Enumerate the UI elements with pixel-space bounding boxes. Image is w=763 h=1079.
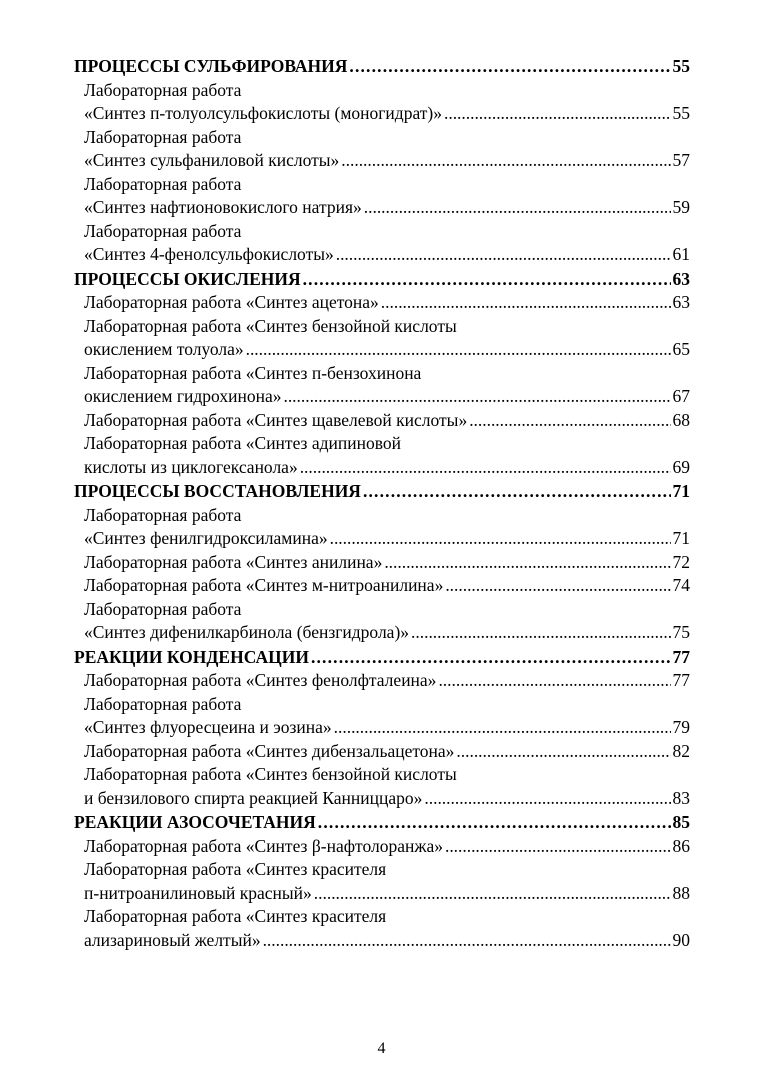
entry-text: Лабораторная работа «Синтез красителя (84, 859, 387, 879)
entry-text: Лабораторная работа (84, 220, 242, 241)
entry-page: 74 (672, 575, 690, 595)
dot-leader (330, 527, 671, 551)
entry-page: 55 (672, 103, 690, 123)
entry-text: п-нитроанилиновый красный» (84, 882, 312, 903)
section-page: 63 (672, 268, 690, 289)
toc-entry (74, 740, 690, 764)
entry-page: 65 (672, 339, 690, 359)
section-heading (74, 811, 690, 835)
page-number: 4 (377, 1040, 386, 1057)
entry-text: Лабораторная работа (84, 126, 242, 147)
toc-entry (74, 409, 690, 433)
entry-text: Лабораторная работа (84, 79, 242, 100)
section-title: ПРОЦЕССЫ ОКИСЛЕНИЯ (74, 268, 301, 289)
toc-entry (74, 693, 690, 717)
toc-entry (74, 763, 690, 787)
toc-entry (74, 362, 690, 386)
dot-leader (336, 243, 671, 267)
entry-text: Лабораторная работа (84, 173, 242, 194)
entry-text: «Синтез фенилгидроксиламина» (84, 528, 328, 548)
section-heading (74, 480, 690, 504)
entry-text: Лабораторная работа «Синтез фенолфталеина» (84, 670, 437, 690)
entry-text: «Синтез дифенилкарбинола (бензгидрола)» (84, 622, 410, 642)
entry-text: и бензилового спирта реакцией Канниццаро» (84, 787, 423, 808)
section-title: ПРОЦЕССЫ ВОССТАНОВЛЕНИЯ (74, 481, 361, 501)
toc-entry (74, 598, 690, 622)
section-title: РЕАКЦИИ КОНДЕНСАЦИИ (74, 646, 309, 667)
toc-entry (74, 102, 690, 126)
toc-entry (74, 385, 690, 409)
entry-text: Лабораторная работа «Синтез ацетона» (84, 292, 379, 312)
entry-page: 79 (672, 717, 690, 737)
toc-entry (74, 929, 690, 953)
entry-text: Лабораторная работа «Синтез β-нафтолоранжа» (84, 835, 443, 856)
dot-leader (363, 480, 671, 504)
entry-text: кислоты из циклогексанола» (84, 456, 298, 477)
toc-entry (74, 858, 690, 882)
entry-text: Лабораторная работа «Синтез адипиновой (84, 433, 401, 453)
dot-leader (311, 646, 671, 670)
toc-entry (74, 835, 690, 859)
dot-leader (263, 929, 671, 953)
entry-text: Лабораторная работа (84, 504, 242, 525)
entry-text: «Синтез нафтионовокислого натрия» (84, 197, 362, 217)
entry-text: Лабораторная работа (84, 693, 242, 714)
toc-entry (74, 716, 690, 740)
entry-page: 63 (672, 292, 690, 312)
dot-leader (456, 740, 670, 764)
toc-entry (74, 149, 690, 173)
toc-entry (74, 456, 690, 480)
entry-page: 59 (672, 197, 690, 217)
toc-entry (74, 882, 690, 906)
dot-leader (246, 338, 671, 362)
toc-entry (74, 574, 690, 598)
entry-page: 69 (672, 456, 690, 477)
section-title: ПРОЦЕССЫ СУЛЬФИРОВАНИЯ (74, 56, 348, 76)
toc-entry (74, 173, 690, 197)
dot-leader (364, 196, 671, 220)
dot-leader (444, 102, 671, 126)
dot-leader (381, 291, 671, 315)
entry-text: «Синтез 4-фенолсульфокислоты» (84, 244, 334, 264)
entry-page: 86 (672, 835, 690, 856)
dot-leader (445, 835, 671, 859)
entry-text: Лабораторная работа «Синтез п-бензохинона (84, 362, 422, 383)
entry-page: 88 (672, 882, 690, 903)
toc-entry (74, 669, 690, 693)
entry-text: ализариновый желтый» (84, 929, 261, 950)
entry-text: Лабораторная работа «Синтез бензойной кислоты (84, 764, 457, 784)
toc-entry (74, 621, 690, 645)
dot-leader (469, 409, 670, 433)
toc-entry (74, 504, 690, 528)
dot-leader (424, 787, 670, 811)
section-title: РЕАКЦИИ АЗОСОЧЕТАНИЯ (74, 812, 316, 832)
toc-entry (74, 315, 690, 339)
toc-entry (74, 905, 690, 929)
entry-text: Лабораторная работа «Синтез дибензальацетона» (84, 740, 455, 761)
entry-text: окислением толуола» (84, 339, 244, 359)
toc-entry (74, 79, 690, 103)
entry-page: 71 (672, 528, 690, 548)
dot-leader (283, 385, 670, 409)
dot-leader (349, 55, 670, 79)
dot-leader (411, 621, 670, 645)
toc-entry (74, 243, 690, 267)
entry-page: 68 (672, 409, 690, 430)
toc-entry (74, 527, 690, 551)
entry-page: 57 (672, 150, 690, 170)
entry-text: Лабораторная работа «Синтез м-нитроанилина» (84, 575, 444, 595)
section-heading (74, 646, 690, 670)
entry-text: Лабораторная работа «Синтез щавелевой кислоты» (84, 409, 468, 430)
toc-entry (74, 220, 690, 244)
dot-leader (438, 669, 670, 693)
entry-page: 61 (672, 244, 690, 264)
entry-page: 83 (672, 787, 690, 808)
entry-page: 75 (672, 622, 690, 642)
toc-entry (74, 787, 690, 811)
entry-text: Лабораторная работа (84, 598, 242, 619)
entry-page: 82 (672, 740, 690, 761)
entry-text: окислением гидрохинона» (84, 386, 282, 406)
toc-entry (74, 432, 690, 456)
table-of-contents (74, 55, 690, 952)
section-page: 71 (672, 481, 690, 501)
dot-leader (318, 811, 671, 835)
entry-text: «Синтез флуоресцеина и эозина» (84, 717, 332, 737)
dot-leader (445, 574, 670, 598)
entry-page: 72 (672, 551, 690, 572)
toc-entry (74, 291, 690, 315)
section-page: 85 (672, 812, 690, 832)
toc-entry (74, 338, 690, 362)
dot-leader (300, 456, 671, 480)
toc-entry (74, 126, 690, 150)
entry-text: Лабораторная работа «Синтез красителя (84, 906, 387, 926)
dot-leader (303, 268, 671, 292)
section-heading (74, 55, 690, 79)
dot-leader (341, 149, 670, 173)
dot-leader (334, 716, 671, 740)
entry-text: Лабораторная работа «Синтез бензойной кислоты (84, 315, 457, 336)
section-page: 77 (672, 646, 690, 667)
entry-page: 77 (672, 670, 690, 690)
dot-leader (314, 882, 671, 906)
entry-text: Лабораторная работа «Синтез анилина» (84, 551, 383, 572)
toc-entry (74, 551, 690, 575)
entry-page: 90 (672, 929, 690, 950)
section-page: 55 (672, 56, 690, 76)
dot-leader (384, 551, 670, 575)
toc-entry (74, 196, 690, 220)
entry-page: 67 (672, 386, 690, 406)
section-heading (74, 268, 690, 292)
entry-text: «Синтез п-толуолсульфокислоты (моногидрат)» (84, 103, 442, 123)
entry-text: «Синтез сульфаниловой кислоты» (84, 150, 340, 170)
